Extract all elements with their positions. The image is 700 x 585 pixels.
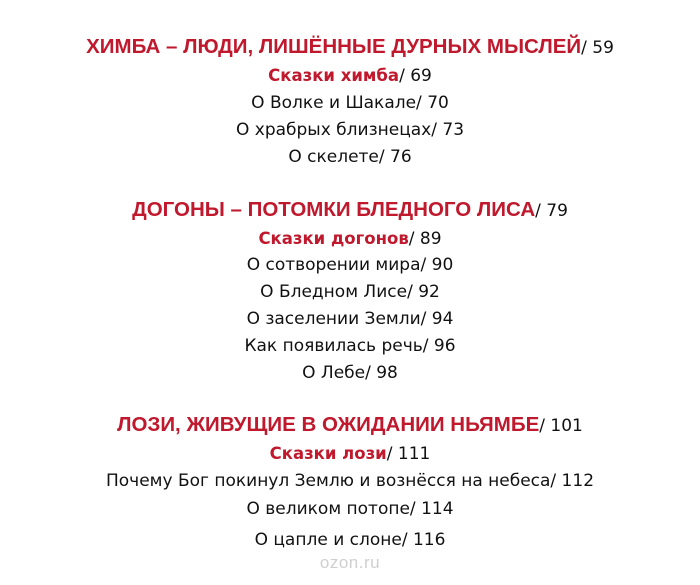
- toc-entry: Почему Бог покинул Землю и вознёсся на небеса/ 112: [105, 471, 595, 491]
- section-title: Сказки химба: [268, 66, 400, 85]
- section-heading: [0, 65, 700, 87]
- toc-entry: О храбрых близнецах/ 73: [235, 120, 465, 140]
- section-title: Сказки догонов: [258, 229, 409, 248]
- toc-entry: О Лебе/ 98: [302, 363, 398, 383]
- chapter-page: / 79: [535, 201, 568, 221]
- toc-entry: О Бледном Лисе/ 92: [260, 282, 440, 302]
- chapter-page: / 59: [581, 38, 614, 58]
- chapter-heading: [0, 36, 700, 59]
- chapter-heading: [0, 199, 700, 222]
- toc-entry: О Волке и Шакале/ 70: [251, 93, 449, 113]
- chapter-page: / 101: [539, 416, 583, 436]
- toc-entry: О скелете/ 76: [288, 147, 412, 167]
- section-page: / 111: [386, 444, 431, 464]
- section-title: Сказки лози: [269, 444, 387, 463]
- watermark: ozon.ru: [319, 553, 381, 572]
- toc-entry: О заселении Земли/ 94: [246, 309, 454, 329]
- toc-entry: О сотворении мира/ 90: [246, 255, 454, 275]
- chapter-title: ЛОЗИ, ЖИВУЩИЕ В ОЖИДАНИИ НЬЯМБЕ: [117, 413, 540, 436]
- toc-entry: Как появилась речь/ 96: [244, 336, 456, 356]
- chapter-heading: [0, 414, 700, 437]
- chapter-title: ХИМБА – ЛЮДИ, ЛИШЁННЫЕ ДУРНЫХ МЫСЛЕЙ: [86, 35, 582, 58]
- section-page: / 69: [399, 66, 432, 86]
- toc-entry: О цапле и слоне/ 116: [254, 530, 446, 550]
- section-page: / 89: [408, 229, 442, 249]
- chapter-title: ДОГОНЫ – ПОТОМКИ БЛЕДНОГО ЛИСА: [132, 198, 536, 221]
- section-heading: [0, 228, 700, 250]
- section-heading: [0, 443, 700, 465]
- toc-entry: О великом потопе/ 114: [246, 499, 454, 519]
